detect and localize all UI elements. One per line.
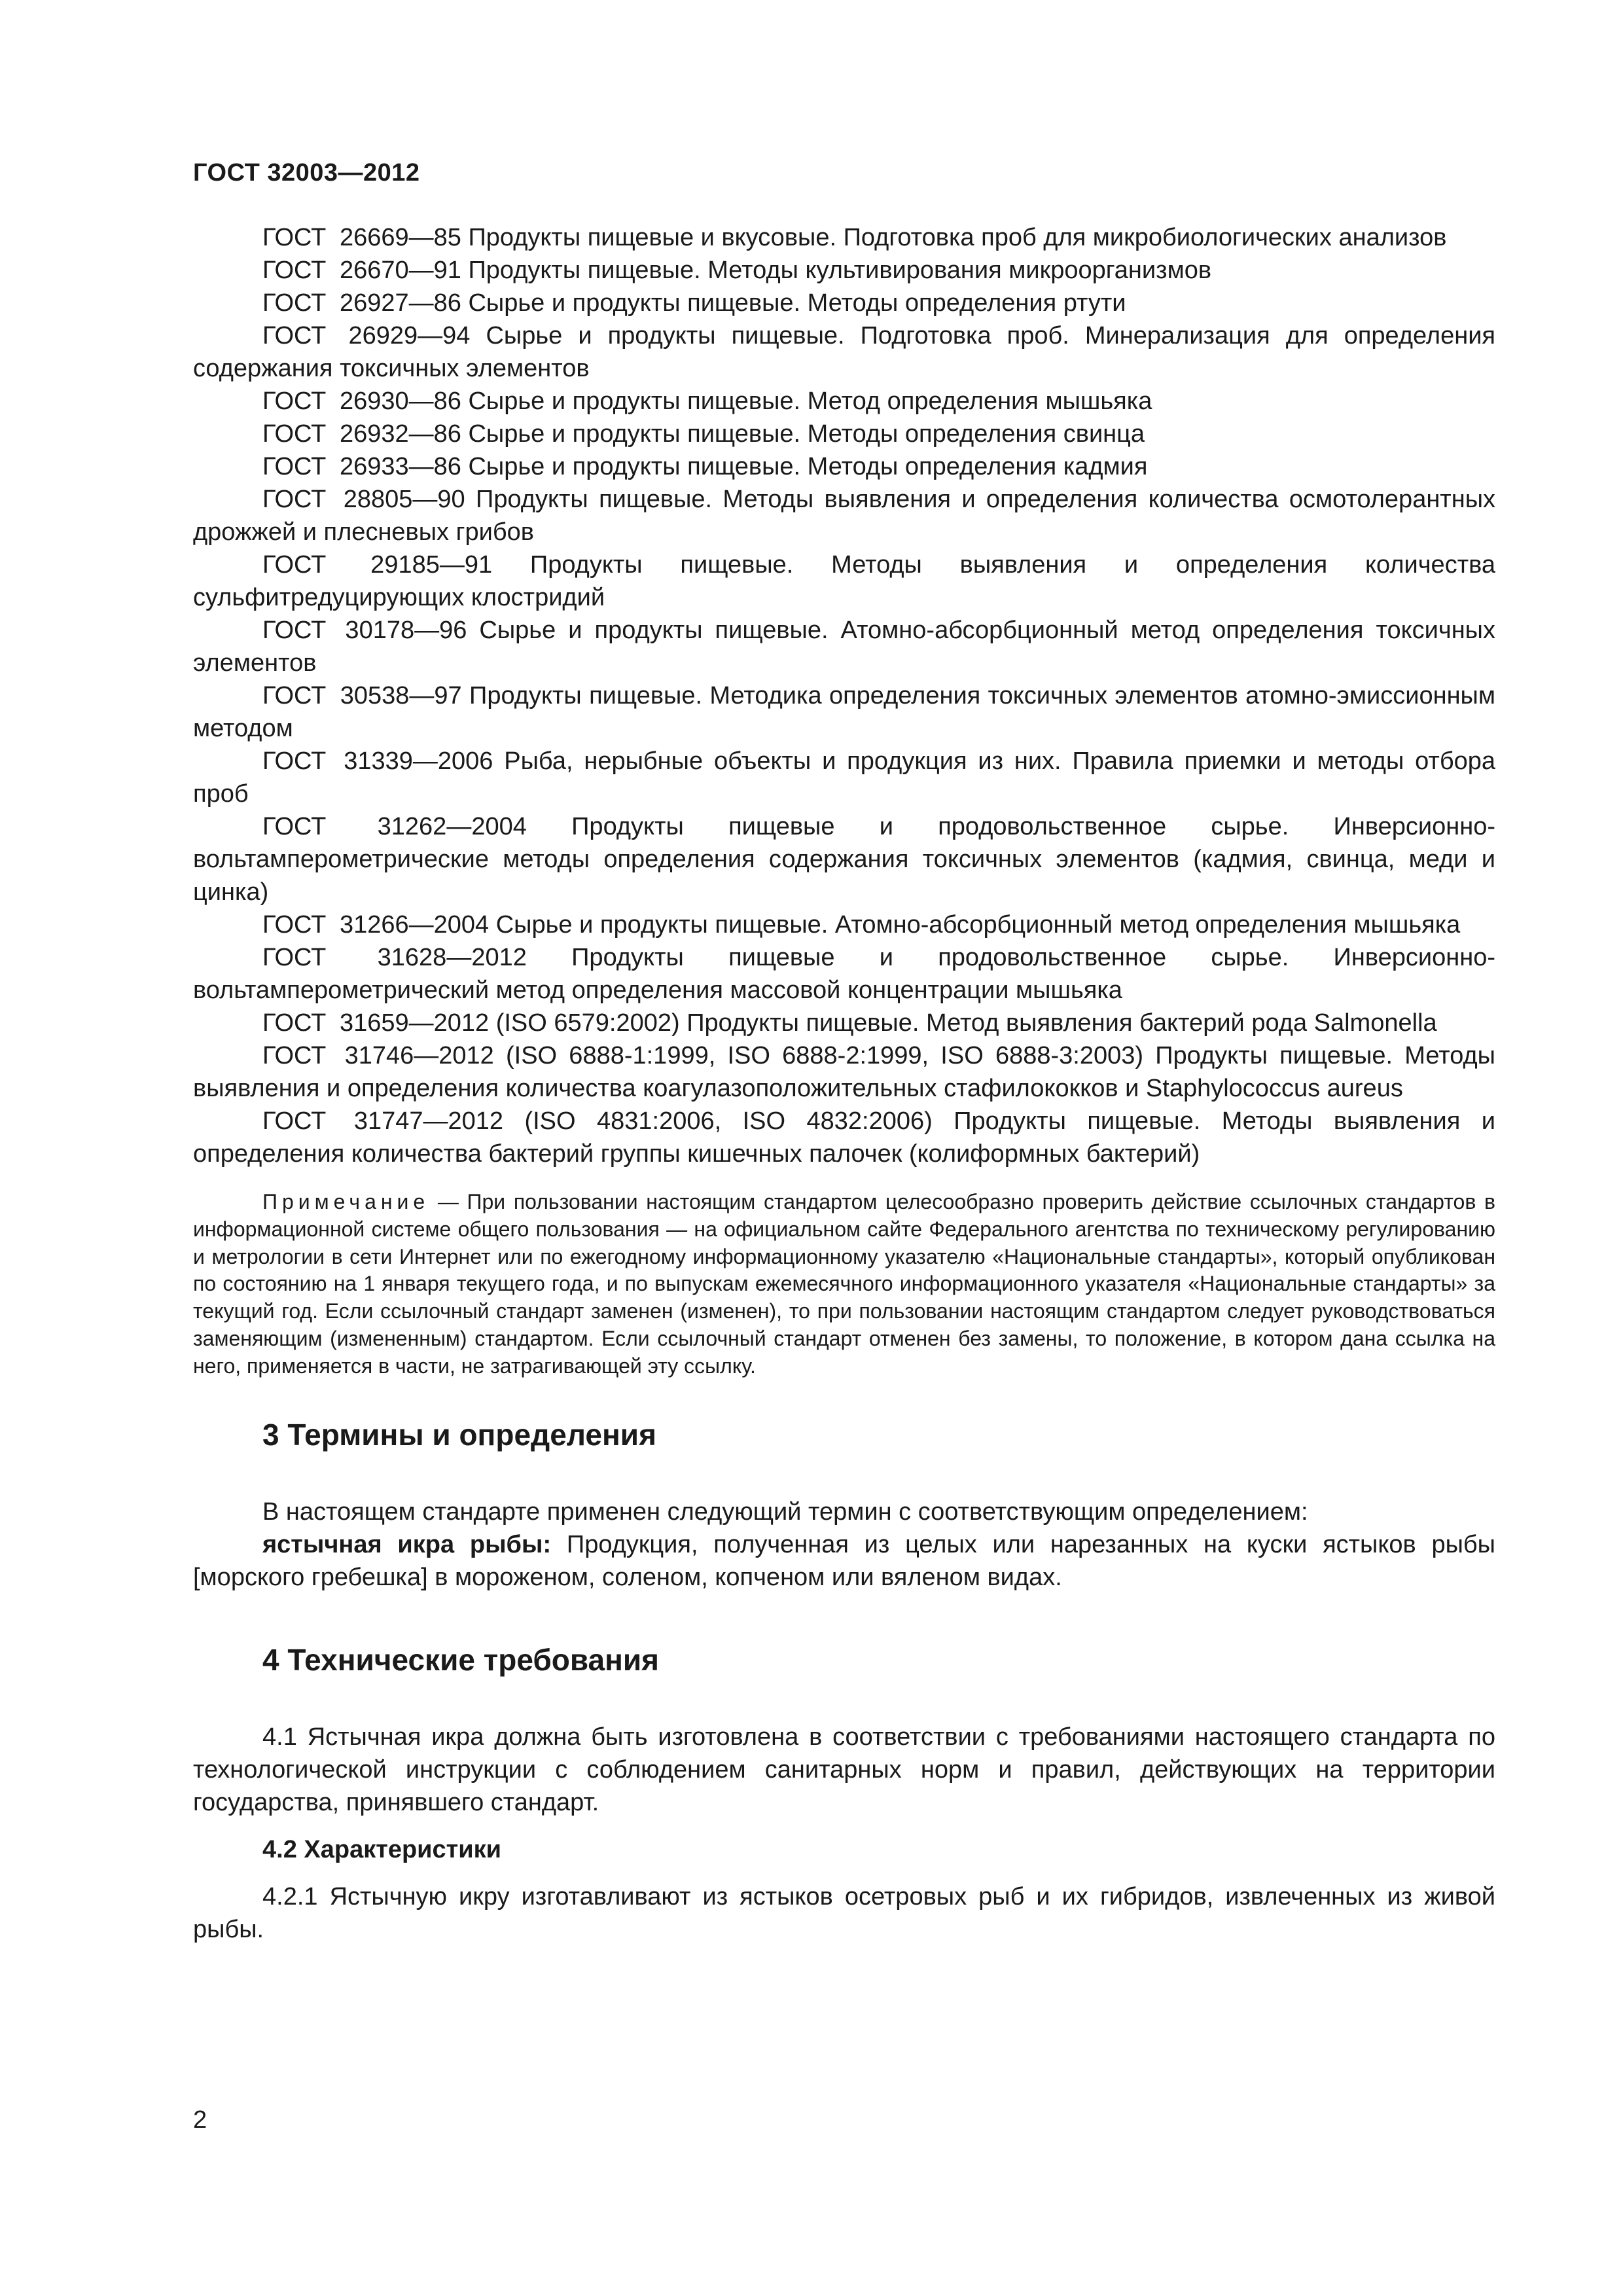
reference-code: ГОСТ 31628—2012 <box>262 944 527 971</box>
reference-code: ГОСТ 26670—91 <box>262 257 461 284</box>
reference-title: Продукты пищевые. Методы выявления и определения количества осмотолерантных дрожжей и плесневых грибов <box>193 486 1496 546</box>
reference-title: (ISO 6579:2002) Продукты пищевые. Метод выявления бактерий рода Salmonella <box>489 1009 1437 1037</box>
reference-item <box>193 450 1495 483</box>
references-note <box>193 1189 1495 1380</box>
reference-title: Сырье и продукты пищевые. Подготовка проб. Минерализация для определения содержания токсичных элементов <box>193 322 1495 382</box>
subsection-4-2-heading: 4.2 Характеристики <box>262 1835 502 1863</box>
reference-title: Продукты пищевые. Методы культивирования микроорганизмов <box>461 257 1212 284</box>
page-body <box>193 221 1495 1946</box>
reference-item <box>193 679 1495 745</box>
reference-code: ГОСТ 31747—2012 <box>262 1107 504 1135</box>
reference-item <box>193 221 1495 254</box>
page-number: 2 <box>193 2106 207 2134</box>
reference-item <box>193 614 1495 679</box>
reference-code: ГОСТ 26930—86 <box>262 387 461 415</box>
reference-code: ГОСТ 30178—96 <box>262 617 467 644</box>
reference-title: Сырье и продукты пищевые. Методы определения ртути <box>461 289 1126 317</box>
document-header: ГОСТ 32003—2012 <box>193 159 420 187</box>
reference-code: ГОСТ 31262—2004 <box>262 813 527 840</box>
section-3-heading: 3 Термины и определения <box>262 1417 656 1452</box>
clause-4-1: 4.1 Ястычная икра должна быть изготовлена в соответствии с требованиями настоящего стандарта по технологической инструкции с соблюдением санитарных норм и правил, действующих на территории государства, принявшего стандарт. <box>193 1723 1495 1816</box>
reference-title: Продукты пищевые. Методы выявления и определения количества сульфитредуцирующих клостридий <box>193 551 1495 611</box>
term-name: ястычная икра рыбы: <box>262 1530 552 1558</box>
reference-code: ГОСТ 26669—85 <box>262 224 461 251</box>
reference-code: ГОСТ 26927—86 <box>262 289 461 317</box>
reference-title: Продукты пищевые и вкусовые. Подготовка проб для микробиологических анализов <box>461 224 1447 251</box>
section-4-heading: 4 Технические требования <box>262 1642 659 1677</box>
term-text: Продукция, полученная из целых или нарезанных на куски ястыков рыбы [морского гребешка] в мороженом, соленом, копченом или вяленом видах. <box>193 1530 1495 1591</box>
reference-title: Продукты пищевые и продовольственное сырье. Инверсионно-вольтамперометрические методы определения содержания токсичных элементов (кадмия, свинца, меди и цинка) <box>193 813 1495 906</box>
reference-item <box>193 941 1495 1007</box>
reference-item <box>193 745 1495 810</box>
reference-code: ГОСТ 28805—90 <box>262 486 465 513</box>
reference-code: ГОСТ 30538—97 <box>262 682 462 709</box>
reference-item <box>193 319 1495 385</box>
reference-item <box>193 908 1495 941</box>
term-definition <box>193 1528 1495 1594</box>
reference-item <box>193 1039 1495 1105</box>
reference-code: ГОСТ 31746—2012 <box>262 1042 494 1069</box>
clause-4-2-1: 4.2.1 Ястычную икру изготавливают из ястыков осетровых рыб и их гибридов, извлеченных из живой рыбы. <box>193 1882 1495 1943</box>
reference-item <box>193 1007 1495 1039</box>
note-text: — При пользовании настоящим стандартом целесообразно проверить действие ссылочных стандартов в информационной системе общего пользования — на официальном сайте Федерального агентства по техническому регулированию и метрологии в сети Интернет или по ежегодному информационному указателю «Национальные стандарты», который опубликован по состоянию на 1 января текущего года, и по выпускам ежемесячного информационного указателя «Национальные стандарты» за текущий год. Если ссылочный стандарт заменен (изменен), то при пользовании настоящим стандартом следует руководствоваться заменяющим (измененным) стандартом. Если ссылочный стандарт отменен без замены, то положение, в котором дана ссылка на него, применяется в части, не затрагивающей эту ссылку. <box>193 1190 1495 1378</box>
reference-code: ГОСТ 26932—86 <box>262 420 461 448</box>
reference-code: ГОСТ 31339—2006 <box>262 747 493 775</box>
reference-title: (ISO 6888-1:1999, ISO 6888-2:1999, ISO 6888-3:2003) Продукты пищевые. Методы выявления и определения количества коагулазоположительных стафилококков и Staphylococcus aureus <box>193 1042 1495 1102</box>
reference-title: (ISO 4831:2006, ISO 4832:2006) Продукты пищевые. Методы выявления и определения количества бактерий группы кишечных палочек (колиформных бактерий) <box>193 1107 1495 1168</box>
note-label: Примечание <box>262 1190 430 1213</box>
reference-item <box>193 385 1495 418</box>
reference-title: Сырье и продукты пищевые. Атомно-абсорбционный метод определения токсичных элементов <box>193 617 1495 677</box>
reference-code: ГОСТ 31266—2004 <box>262 911 490 939</box>
reference-title: Рыба, нерыбные объекты и продукция из них. Правила приемки и методы отбора проб <box>193 747 1495 808</box>
reference-item <box>193 548 1495 614</box>
reference-item <box>193 483 1495 548</box>
reference-item <box>193 254 1495 287</box>
reference-title: Продукты пищевые и продовольственное сырье. Инверсионно-вольтамперометрический метод определения массовой концентрации мышьяка <box>193 944 1495 1004</box>
reference-code: ГОСТ 26929—94 <box>262 322 471 350</box>
reference-title: Сырье и продукты пищевые. Атомно-абсорбционный метод определения мышьяка <box>489 911 1461 939</box>
reference-code: ГОСТ 29185—91 <box>262 551 493 579</box>
reference-item <box>193 287 1495 319</box>
reference-item <box>193 810 1495 908</box>
reference-title: Продукты пищевые. Методика определения токсичных элементов атомно-эмиссионным методом <box>193 682 1495 742</box>
section-3-intro: В настоящем стандарте применен следующий термин с соответствующим определением: <box>262 1498 1308 1526</box>
reference-title: Сырье и продукты пищевые. Метод определения мышьяка <box>461 387 1152 415</box>
reference-item <box>193 1105 1495 1170</box>
normative-references-list <box>193 221 1495 1170</box>
reference-item <box>193 418 1495 450</box>
reference-title: Сырье и продукты пищевые. Методы определения свинца <box>461 420 1145 448</box>
reference-code: ГОСТ 26933—86 <box>262 453 461 480</box>
reference-title: Сырье и продукты пищевые. Методы определения кадмия <box>461 453 1148 480</box>
reference-code: ГОСТ 31659—2012 <box>262 1009 490 1037</box>
